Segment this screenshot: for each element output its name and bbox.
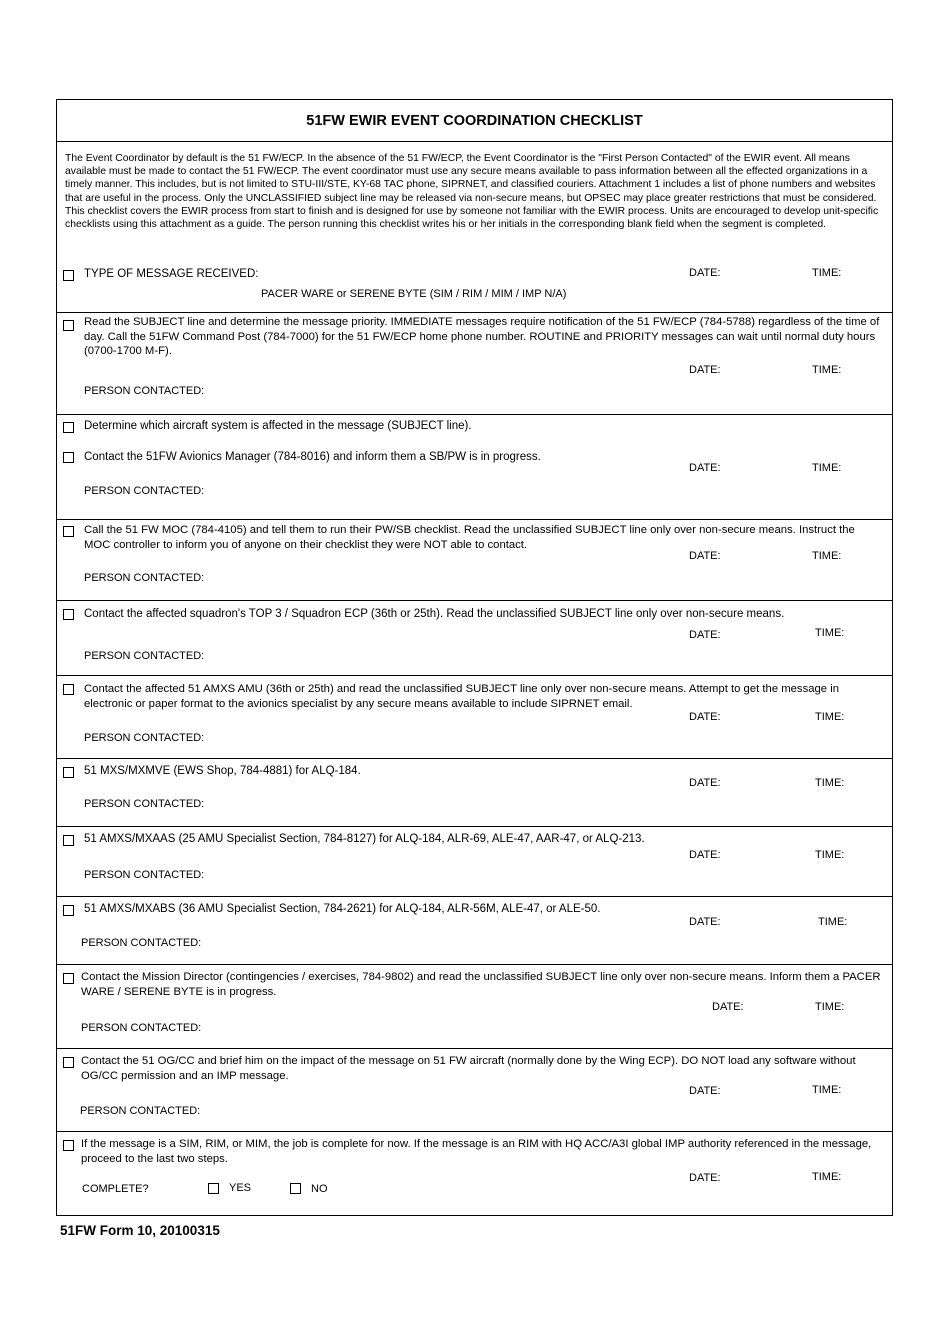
- item-text: 51 AMXS/MXAAS (25 AMU Specialist Section, 784-8127) for ALQ-184, ALR-69, ALE-47, AAR-47, or ALQ-213.: [84, 833, 645, 845]
- item-text: Contact the affected squadron's TOP 3 / Squadron ECP (36th or 25th). Read the unclassified SUBJECT line only over non-secure means.: [84, 608, 785, 620]
- item-checkbox[interactable]: [63, 973, 74, 984]
- person-contacted-label: PERSON CONTACTED:: [81, 1022, 202, 1034]
- item-checkbox[interactable]: [63, 1057, 74, 1068]
- date-label: DATE:: [689, 849, 721, 861]
- person-contacted-label: PERSON CONTACTED:: [80, 1105, 201, 1117]
- item-checkbox[interactable]: [63, 835, 74, 846]
- item-checkbox[interactable]: [63, 422, 74, 433]
- no-checkbox[interactable]: [290, 1183, 301, 1194]
- person-contacted-label: PERSON CONTACTED:: [84, 572, 205, 584]
- item-text: Contact the Mission Director (contingencies / exercises, 784-9802) and read the unclassified SUBJECT line only over non-secure means. Inform them a PACER WARE / SERENE BYTE is in progress.: [81, 971, 881, 998]
- date-label: DATE:: [689, 462, 721, 474]
- time-label: TIME:: [812, 364, 842, 376]
- date-label: DATE:: [689, 1085, 721, 1097]
- section-mission-director: [57, 965, 892, 1049]
- time-label: TIME:: [818, 916, 848, 928]
- person-contacted-label: PERSON CONTACTED:: [84, 650, 205, 662]
- item-checkbox[interactable]: [63, 684, 74, 695]
- item-text: Read the SUBJECT line and determine the message priority. IMMEDIATE messages require notification of the 51 FW/ECP (784-5788) regardless of the time of day. Call the 51FW Command Post (784-7000) for the 51 FW/ECP home phone number. ROUTINE and PRIORITY messages can wait until normal duty hours (0700-1700 M-F).: [84, 316, 880, 357]
- date-label: DATE:: [689, 550, 721, 562]
- item-text: Determine which aircraft system is affected in the message (SUBJECT line).: [84, 420, 472, 432]
- item-checkbox[interactable]: [63, 609, 74, 620]
- checklist-form: [56, 99, 893, 1216]
- time-label: TIME:: [812, 1171, 842, 1183]
- item-checkbox[interactable]: [63, 526, 74, 537]
- section-complete: [57, 1132, 892, 1216]
- time-label: TIME:: [812, 550, 842, 562]
- section-aircraft-system: [57, 415, 892, 520]
- date-label: DATE:: [689, 711, 721, 723]
- intro-paragraph: The Event Coordinator by default is the 51 FW/ECP. In the absence of the 51 FW/ECP, the Event Coordinator is the "First Person Contacted" of the EWIR event. All means available must be made to contact the 51 FW/ECP. The event coordinator must use any secure means available to pass information between all the effected organizations in a timely manner. This includes, but is not limited to STU-III/STE, KY-68 TAC phone, SIPRNET, and classified couriers. Attachment 1 includes a list of phone numbers and websites that are useful in the process. Only the UNCLASSIFIED subject line may be released via non-secure means, but OPSEC may place greater restrictions that must be considered. This checklist covers the EWIR process from start to finish and is designed for use by someone not familiar with the EWIR process. Units are encouraged to develop unit-specific checklists using this attachment as a guide. The person running this checklist writes his or her initials in the corresponding blank field when the segment is completed.: [65, 153, 879, 231]
- time-label: TIME:: [812, 462, 842, 474]
- form-footer: 51FW Form 10, 20100315: [60, 1223, 220, 1238]
- date-label: DATE:: [689, 629, 721, 641]
- time-label: TIME:: [815, 627, 845, 639]
- item-text: 51 MXS/MXMVE (EWS Shop, 784-4881) for ALQ-184.: [84, 765, 361, 777]
- time-label: TIME:: [815, 711, 845, 723]
- date-label: DATE:: [689, 916, 721, 928]
- date-label: DATE:: [689, 1172, 721, 1184]
- date-label: DATE:: [689, 267, 721, 279]
- form-title: 51FW EWIR EVENT COORDINATION CHECKLIST: [57, 100, 892, 142]
- item-checkbox[interactable]: [63, 767, 74, 778]
- complete-label: COMPLETE?: [82, 1183, 149, 1195]
- message-type-options: PACER WARE or SERENE BYTE (SIM / RIM / MIM / IMP N/A): [261, 288, 567, 300]
- person-contacted-label: PERSON CONTACTED:: [84, 485, 205, 497]
- item-checkbox[interactable]: [63, 320, 74, 331]
- time-label: TIME:: [812, 267, 842, 279]
- section-mxaas: [57, 827, 892, 897]
- section-message-type: [57, 263, 892, 313]
- section-subject-priority: [57, 313, 892, 415]
- time-label: TIME:: [815, 849, 845, 861]
- item-text: Contact the 51 OG/CC and brief him on the impact of the message on 51 FW aircraft (normally done by the Wing ECP). DO NOT load any software without OG/CC permission and an IMP message.: [81, 1055, 856, 1082]
- section-og-cc: [57, 1049, 892, 1132]
- yes-label: YES: [229, 1182, 252, 1194]
- time-label: TIME:: [815, 777, 845, 789]
- date-label: DATE:: [712, 1001, 744, 1013]
- item-checkbox[interactable]: [63, 905, 74, 916]
- date-label: DATE:: [689, 777, 721, 789]
- item-text-avionics: Contact the 51FW Avionics Manager (784-8016) and inform them a SB/PW is in progress.: [84, 451, 541, 463]
- person-contacted-label: PERSON CONTACTED:: [84, 732, 205, 744]
- item-checkbox[interactable]: [63, 270, 74, 281]
- item-text: Contact the affected 51 AMXS AMU (36th or 25th) and read the unclassified SUBJECT line only over non-secure means. Attempt to get the message in electronic or paper format to the avionics specialist by any secure means available to include SIPRNET email.: [84, 683, 840, 710]
- date-label: DATE:: [689, 364, 721, 376]
- item-text: If the message is a SIM, RIM, or MIM, the job is complete for now. If the message is an RIM with HQ ACC/A3I global IMP authority referenced in the message, proceed to the last two steps.: [81, 1138, 872, 1165]
- time-label: TIME:: [815, 1001, 845, 1013]
- time-label: TIME:: [812, 1084, 842, 1096]
- item-checkbox[interactable]: [63, 1140, 74, 1151]
- section-mxmve: [57, 759, 892, 827]
- item-text: 51 AMXS/MXABS (36 AMU Specialist Section, 784-2621) for ALQ-184, ALR-56M, ALE-47, or ALE-50.: [84, 903, 601, 915]
- person-contacted-label: PERSON CONTACTED:: [84, 869, 205, 881]
- section-squadron-top3: [57, 601, 892, 676]
- item-text: Call the 51 FW MOC (784-4105) and tell them to run their PW/SB checklist. Read the unclassified SUBJECT line only over non-secure means. Instruct the MOC controller to inform you of anyone on their checklist they were NOT able to contact.: [84, 524, 855, 551]
- item-text: TYPE OF MESSAGE RECEIVED:: [84, 268, 259, 280]
- person-contacted-label: PERSON CONTACTED:: [84, 385, 205, 397]
- section-amxs-amu: [57, 676, 892, 759]
- section-mxabs: [57, 897, 892, 965]
- no-label: NO: [311, 1183, 328, 1195]
- section-moc: [57, 520, 892, 601]
- yes-checkbox[interactable]: [208, 1183, 219, 1194]
- person-contacted-label: PERSON CONTACTED:: [81, 937, 202, 949]
- person-contacted-label: PERSON CONTACTED:: [84, 798, 205, 810]
- item-checkbox[interactable]: [63, 452, 74, 463]
